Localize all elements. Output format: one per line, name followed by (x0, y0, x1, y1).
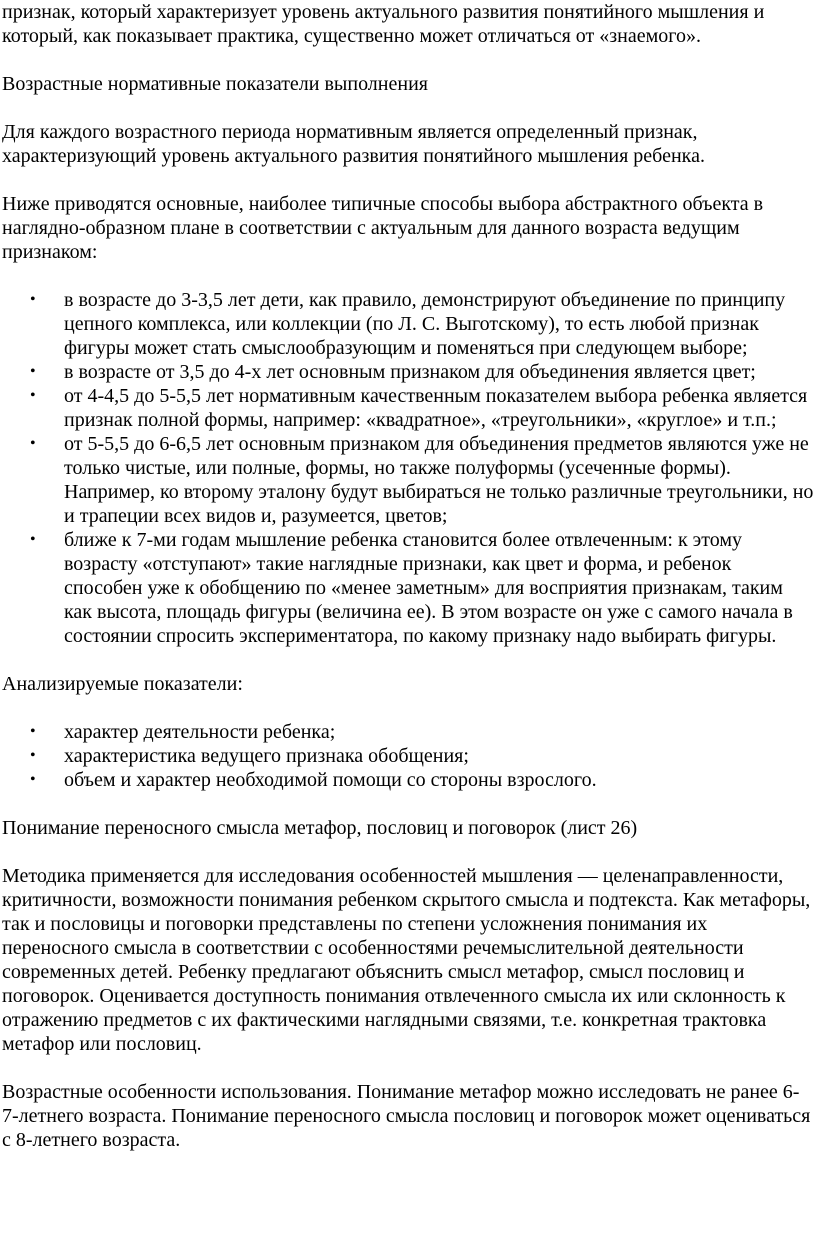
document-page (2, 0, 814, 1176)
list-item: • от 5-5,5 до 6-6,5 лет основным признаком для объединения предметов являются уже не только чистые, или полные, формы, но также полуформы (усеченные формы). Например, ко второму эталону будут выбираться не только различные треугольники, но и трапеции всех видов и, разумеется, цветов; (64, 432, 814, 528)
list-item: • объем и характер необходимой помощи со стороны взрослого. (64, 768, 814, 792)
paragraph-typical-choices: Ниже приводятся основные, наиболее типичные способы выбора абстрактного объекта в наглядно-образном плане в соответствии с актуальным для данного возраста ведущим признаком: (2, 193, 764, 263)
list-item: • характеристика ведущего признака обобщения; (64, 744, 814, 768)
paragraph-method-description: Методика применяется для исследования особенностей мышления — целенаправленности, критичности, возможности понимания ребенком скрытого смысла и подтекста. Как метафоры, так и пословицы и поговорки представлены по степени усложнения понимания их переносного смысла в соответствии с особенностями речемыслительной деятельности современных детей. Ребенку предлагают объяснить смысл метафор, смысл пословиц и поговорок. Оценивается доступность понимания отвлеченного смысла их или склонность к отражению предметов с их фактическими наглядными связями, т.е. конкретная трактовка метафор или пословиц. (2, 865, 811, 1055)
list-item: • от 4-4,5 до 5-5,5 лет нормативным качественным показателем выбора ребенка является признак полной формы, например: «квадратное», «треугольники», «круглое» и т.п.; (64, 384, 814, 432)
paragraph-age-usage: Возрастные особенности использования. Понимание метафор можно исследовать не ранее 6-7-летнего возраста. Понимание переносного смысла пословиц и поговорок может оцениваться с 8-летнего возраста. (2, 1081, 811, 1151)
list-item: • ближе к 7-ми годам мышление ребенка становится более отвлеченным: к этому возрасту «отступают» такие наглядные признаки, как цвет и форма, и ребенок способен уже к обобщению по «менее заметным» для восприятия признакам, таким как высота, площадь фигуры (величина ее). В этом возрасте он уже с самого начала в состоянии спросить экспериментатора, по какому признаку надо выбирать фигуры. (64, 528, 814, 648)
paragraph-age-norms-description: Для каждого возрастного периода нормативным является определенный признак, характеризующий уровень актуального развития понятийного мышления ребенка. (2, 121, 705, 167)
heading-metaphors-method: Понимание переносного смысла метафор, пословиц и поговорок (лист 26) (2, 817, 638, 839)
heading-age-norms: Возрастные нормативные показатели выполнения (2, 73, 428, 95)
list-item: • в возрасте до 3-3,5 лет дети, как правило, демонстрируют объединение по принципу цепного комплекса, или коллекции (по Л. С. Выготскому), то есть любой признак фигуры может стать смыслообразующим и поменяться при следующем выборе; (64, 288, 814, 360)
list-item: • характер деятельности ребенка; (64, 720, 814, 744)
indicators-list (2, 720, 814, 792)
heading-analyzed-indicators: Анализируемые показатели: (2, 673, 243, 695)
paragraph-intro-continuation: признак, который характеризует уровень актуального развития понятийного мышления и который, как показывает практика, существенно может отличаться от «знаемого». (2, 1, 765, 47)
list-item: • в возрасте от 3,5 до 4-х лет основным признаком для объединения является цвет; (64, 360, 814, 384)
age-norms-list (2, 288, 814, 648)
